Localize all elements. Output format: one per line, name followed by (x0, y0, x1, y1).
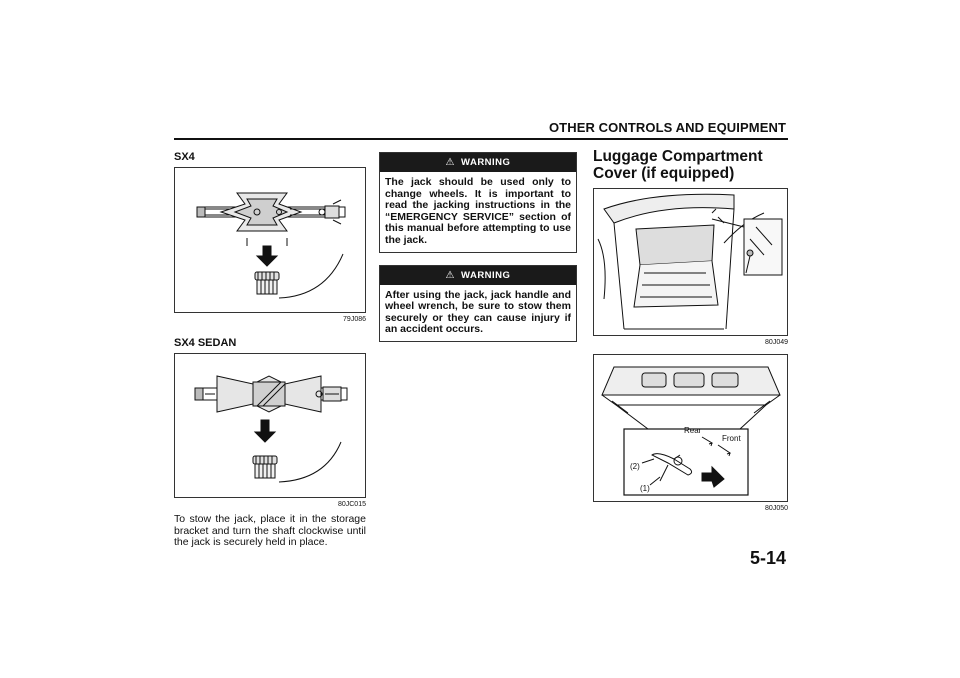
label-rear: Rear (684, 426, 702, 435)
cargo-area-illustration (598, 194, 782, 329)
stow-instructions: To stow the jack, place it in the storage bracket and turn the shaft clockwise until the jack is securely held in place. (174, 513, 366, 548)
header-rule (174, 138, 788, 140)
warning-label: WARNING (461, 269, 511, 281)
warning-label: WARNING (461, 157, 511, 168)
warning-header (380, 266, 576, 285)
jack-figure-sx4-sedan (174, 353, 366, 498)
figure-code: 80J050 (765, 505, 788, 512)
cover-hook-figure (593, 354, 788, 502)
right-column (593, 148, 788, 526)
warning-text: The jack should be used only to change wheels. It is important to read the jacking instructions in the “EMERGENCY SERVICE” section of this manual before attempting to use the jack. (385, 176, 571, 246)
warning-text: After using the jack, jack handle and wheel wrench, be sure to stow them securely or they can cause injury if an accident occurs. (385, 288, 571, 336)
callout-1: (1) (640, 484, 650, 493)
middle-column (379, 148, 577, 342)
figure-code: 80J049 (765, 339, 788, 346)
jack-illustration (195, 376, 347, 482)
page-number: 5-14 (749, 548, 786, 568)
warning-box-jack-use (379, 152, 577, 253)
figure-heading-sx4-sedan: SX4 SEDAN (174, 337, 237, 349)
label-front: Front (722, 434, 741, 443)
figure-code: 79J086 (343, 316, 366, 323)
section-title: Luggage Compartment Cover (if equipped) (593, 148, 763, 182)
jack-figure-sx4 (174, 167, 366, 313)
figure-heading-sx4: SX4 (174, 151, 195, 163)
warning-triangle-icon: ⚠ (445, 157, 456, 168)
warning-triangle-icon: ⚠ (445, 269, 456, 281)
luggage-cover-figure (593, 188, 788, 336)
callout-2: (2) (630, 462, 640, 471)
warning-header (380, 153, 576, 172)
jack-illustration (197, 193, 345, 298)
section-header: OTHER CONTROLS AND EQUIPMENT (548, 120, 786, 135)
left-column (174, 148, 366, 549)
warning-box-stow (379, 265, 577, 342)
figure-code: 80JC015 (337, 501, 366, 508)
